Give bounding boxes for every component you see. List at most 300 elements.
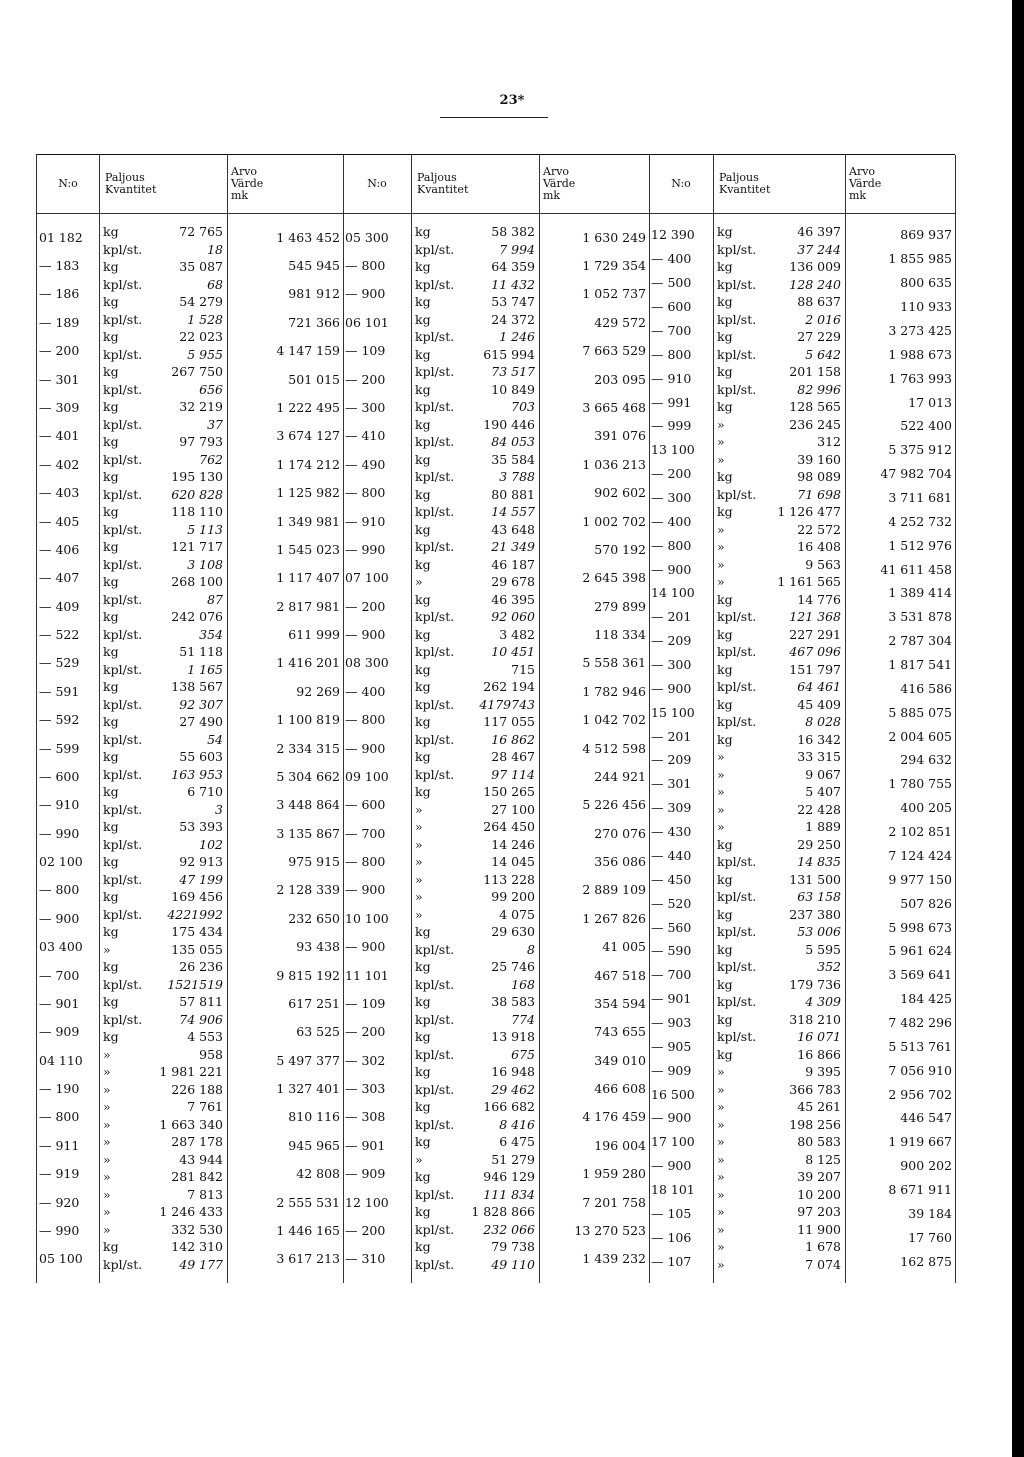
- quantity-number: 5 113: [187, 521, 223, 537]
- quantity-cell: [103, 539, 223, 554]
- quantity-number: 13 918: [491, 1029, 535, 1045]
- quantity-cell: [717, 959, 841, 974]
- item-number-cell: — 560: [651, 919, 692, 935]
- item-number-cell: — 901: [651, 991, 692, 1007]
- quantity-cell: [717, 942, 841, 957]
- quantity-number: 5 595: [805, 941, 841, 957]
- quantity-number: 1 246: [499, 329, 535, 345]
- quantity-cell: [717, 382, 841, 397]
- item-number-cell: — 990: [39, 825, 80, 841]
- quantity-unit: »: [415, 906, 423, 922]
- quantity-unit: »: [717, 1169, 725, 1185]
- quantity-cell: [415, 889, 535, 904]
- quantity-unit: kpl/st.: [415, 504, 455, 520]
- quantity-number: 11 432: [491, 276, 535, 292]
- header-quantity-fi: Paljous: [105, 171, 145, 184]
- value-cell: 162 875: [900, 1253, 952, 1269]
- item-number-cell: — 900: [651, 1110, 692, 1126]
- value-cell: 39 184: [908, 1205, 952, 1221]
- value-cell: 5 885 075: [888, 704, 952, 720]
- quantity-number: 4 553: [187, 1029, 223, 1045]
- header-no-2: [343, 155, 411, 213]
- quantity-number: 4 309: [805, 994, 841, 1010]
- value-cell: 279 899: [594, 598, 646, 614]
- quantity-number: 45 409: [797, 696, 841, 712]
- value-cell: 570 192: [594, 541, 646, 557]
- quantity-number: 51 118: [179, 644, 223, 660]
- value-cell: 3 531 878: [888, 609, 952, 625]
- item-number-cell: — 209: [651, 633, 692, 649]
- quantity-unit: kg: [103, 329, 119, 345]
- item-number-cell: — 700: [345, 825, 386, 841]
- quantity-number: 8 125: [805, 1151, 841, 1167]
- quantity-cell: [103, 784, 223, 799]
- quantity-cell: [415, 592, 535, 607]
- page-number: 23*: [499, 93, 525, 108]
- quantity-unit: kg: [103, 539, 119, 555]
- value-cell: 3 135 867: [276, 825, 340, 841]
- quantity-cell: [717, 872, 841, 887]
- quantity-number: 58 382: [491, 224, 535, 240]
- quantity-unit: kpl/st.: [717, 346, 757, 362]
- quantity-unit: kg: [415, 294, 431, 310]
- statistics-table: [36, 154, 955, 1283]
- header-value-sv: Värde: [849, 177, 882, 190]
- value-cell: 92 269: [296, 683, 340, 699]
- value-cell: 41 005: [602, 939, 646, 955]
- col2-quantity-column: [411, 223, 539, 1283]
- value-cell: 63 525: [296, 1024, 340, 1040]
- quantity-cell: [103, 662, 223, 677]
- quantity-cell: [717, 994, 841, 1009]
- quantity-cell: [415, 872, 535, 887]
- quantity-unit: »: [103, 1064, 111, 1080]
- quantity-unit: kpl/st.: [717, 644, 757, 660]
- quantity-number: 366 783: [789, 1081, 841, 1097]
- value-cell: 545 945: [288, 258, 340, 274]
- header-quantity-1: [99, 155, 233, 213]
- value-cell: 17 013: [908, 394, 952, 410]
- item-number-cell: — 302: [345, 1052, 386, 1068]
- item-number-cell: — 900: [651, 561, 692, 577]
- quantity-cell: [717, 312, 841, 327]
- quantity-number: 72 765: [179, 224, 223, 240]
- quantity-cell: [103, 959, 223, 974]
- quantity-cell: [415, 1239, 535, 1254]
- quantity-cell: [103, 364, 223, 379]
- quantity-cell: [717, 1117, 841, 1132]
- quantity-unit: kg: [103, 259, 119, 275]
- quantity-unit: kpl/st.: [717, 609, 757, 625]
- quantity-number: 268 100: [171, 574, 223, 590]
- quantity-unit: kg: [717, 626, 733, 642]
- quantity-unit: kpl/st.: [103, 801, 143, 817]
- quantity-number: 1 126 477: [777, 504, 841, 520]
- quantity-unit: »: [103, 1169, 111, 1185]
- item-number-cell: — 800: [39, 882, 80, 898]
- item-number-cell: 16 500: [651, 1086, 695, 1102]
- quantity-number: 11 900: [797, 1221, 841, 1237]
- quantity-cell: [103, 1117, 223, 1132]
- quantity-cell: [103, 942, 223, 957]
- quantity-number: 10 849: [491, 381, 535, 397]
- quantity-cell: [415, 732, 535, 747]
- value-cell: 1 763 993: [888, 370, 952, 386]
- value-cell: 1 100 819: [276, 712, 340, 728]
- quantity-unit: kg: [103, 819, 119, 835]
- quantity-unit: kg: [415, 959, 431, 975]
- item-number-cell: — 402: [39, 456, 80, 472]
- quantity-number: 16 862: [491, 731, 535, 747]
- quantity-unit: kg: [103, 924, 119, 940]
- quantity-cell: [717, 819, 841, 834]
- quantity-cell: [103, 242, 223, 257]
- value-cell: 391 076: [594, 428, 646, 444]
- quantity-number: 762: [199, 451, 223, 467]
- quantity-cell: [103, 557, 223, 572]
- item-number-cell: — 410: [345, 428, 386, 444]
- quantity-unit: »: [717, 539, 725, 555]
- quantity-cell: [103, 837, 223, 852]
- value-cell: 1 463 452: [276, 229, 340, 245]
- quantity-unit: kg: [717, 294, 733, 310]
- quantity-unit: kg: [415, 346, 431, 362]
- quantity-number: 958: [199, 1046, 223, 1062]
- quantity-unit: kg: [415, 416, 431, 432]
- quantity-number: 97 203: [797, 1204, 841, 1220]
- quantity-number: 121 368: [789, 609, 841, 625]
- item-number-cell: — 200: [651, 466, 692, 482]
- quantity-cell: [103, 1152, 223, 1167]
- quantity-unit: kg: [103, 574, 119, 590]
- quantity-unit: kpl/st.: [717, 679, 757, 695]
- quantity-number: 8: [527, 941, 535, 957]
- quantity-unit: kpl/st.: [103, 626, 143, 642]
- quantity-cell: [103, 504, 223, 519]
- quantity-number: 46 397: [797, 224, 841, 240]
- value-cell: 41 611 458: [880, 561, 952, 577]
- quantity-unit: kg: [415, 311, 431, 327]
- value-cell: 1 919 667: [888, 1134, 952, 1150]
- quantity-cell: [717, 837, 841, 852]
- quantity-number: 64 359: [491, 259, 535, 275]
- value-cell: 196 004: [594, 1137, 646, 1153]
- quantity-number: 32 219: [179, 399, 223, 415]
- item-number-cell: — 600: [39, 768, 80, 784]
- item-number-cell: — 990: [345, 541, 386, 557]
- quantity-number: 21 349: [491, 539, 535, 555]
- value-cell: 617 251: [288, 995, 340, 1011]
- quantity-unit: kpl/st.: [415, 644, 455, 660]
- quantity-number: 138 567: [171, 679, 223, 695]
- quantity-number: 84 053: [491, 434, 535, 450]
- item-number-cell: — 520: [651, 895, 692, 911]
- quantity-cell: [717, 452, 841, 467]
- item-number-cell: — 303: [345, 1081, 386, 1096]
- quantity-unit: kg: [103, 644, 119, 660]
- quantity-number: 151 797: [789, 661, 841, 677]
- quantity-unit: kg: [717, 224, 733, 240]
- quantity-number: 774: [511, 1011, 535, 1027]
- quantity-number: 22 023: [179, 329, 223, 345]
- quantity-number: 14 776: [797, 591, 841, 607]
- quantity-number: 29 250: [797, 836, 841, 852]
- value-cell: 5 304 662: [276, 768, 340, 784]
- quantity-cell: [415, 574, 535, 589]
- quantity-cell: [103, 889, 223, 904]
- quantity-number: 227 291: [789, 626, 841, 642]
- quantity-number: 14 557: [491, 504, 535, 520]
- value-cell: 9 815 192: [276, 967, 340, 983]
- quantity-number: 51 279: [491, 1151, 535, 1167]
- item-number-cell: — 800: [345, 712, 386, 728]
- quantity-number: 1 678: [805, 1239, 841, 1255]
- value-cell: 184 425: [900, 991, 952, 1007]
- value-cell: 810 116: [288, 1109, 340, 1125]
- quantity-cell: [717, 1099, 841, 1114]
- quantity-unit: kpl/st.: [103, 836, 143, 852]
- quantity-unit: »: [103, 1186, 111, 1202]
- quantity-number: 163 953: [171, 766, 223, 782]
- quantity-number: 703: [511, 399, 535, 415]
- quantity-unit: »: [717, 556, 725, 572]
- value-cell: 1 042 702: [582, 712, 646, 728]
- value-cell: 507 826: [900, 895, 952, 911]
- quantity-unit: »: [103, 1221, 111, 1237]
- quantity-cell: [103, 259, 223, 274]
- item-number-cell: — 403: [39, 485, 80, 501]
- quantity-number: 28 467: [491, 749, 535, 765]
- item-number-cell: — 183: [39, 258, 80, 274]
- item-number-cell: — 591: [39, 683, 80, 699]
- quantity-cell: [717, 242, 841, 257]
- value-cell: 47 982 704: [880, 466, 952, 482]
- quantity-cell: [717, 469, 841, 484]
- quantity-unit: »: [415, 854, 423, 870]
- quantity-cell: [415, 977, 535, 992]
- quantity-cell: [717, 644, 841, 659]
- value-cell: 3 448 864: [276, 797, 340, 813]
- quantity-unit: kpl/st.: [415, 241, 455, 257]
- header-quantity-fi: Paljous: [719, 171, 759, 184]
- item-number-cell: 10 100: [345, 910, 389, 926]
- quantity-unit: kg: [717, 731, 733, 747]
- value-cell: 5 513 761: [888, 1038, 952, 1054]
- quantity-cell: [415, 242, 535, 257]
- quantity-number: 6 710: [187, 784, 223, 800]
- quantity-cell: [717, 907, 841, 922]
- item-number-cell: — 800: [651, 346, 692, 362]
- quantity-cell: [717, 1152, 841, 1167]
- item-number-cell: — 105: [651, 1205, 692, 1221]
- quantity-number: 3 788: [499, 469, 535, 485]
- quantity-number: 237 380: [789, 906, 841, 922]
- quantity-cell: [103, 1169, 223, 1184]
- quantity-number: 64 461: [797, 679, 841, 695]
- quantity-cell: [415, 697, 535, 712]
- quantity-unit: kpl/st.: [415, 364, 455, 380]
- quantity-number: 71 698: [797, 486, 841, 502]
- quantity-cell: [103, 767, 223, 782]
- quantity-unit: kg: [717, 399, 733, 415]
- value-cell: 42 808: [296, 1166, 340, 1182]
- quantity-number: 675: [511, 1046, 535, 1062]
- quantity-unit: kpl/st.: [103, 556, 143, 572]
- quantity-unit: »: [717, 1186, 725, 1202]
- quantity-unit: kg: [103, 364, 119, 380]
- quantity-number: 267 750: [171, 364, 223, 380]
- item-number-cell: — 201: [651, 728, 692, 744]
- quantity-unit: kpl/st.: [415, 696, 455, 712]
- value-cell: 7 663 529: [582, 343, 646, 359]
- quantity-unit: kg: [717, 836, 733, 852]
- quantity-unit: »: [717, 1134, 725, 1150]
- quantity-cell: [717, 294, 841, 309]
- item-number-cell: — 990: [39, 1222, 80, 1238]
- header-quantity-fi: Paljous: [417, 171, 457, 184]
- quantity-number: 128 565: [789, 399, 841, 415]
- quantity-unit: kg: [415, 626, 431, 642]
- col2-value-column: [539, 223, 649, 1283]
- quantity-unit: »: [717, 1256, 725, 1272]
- quantity-number: 262 194: [483, 679, 535, 695]
- quantity-number: 16 342: [797, 731, 841, 747]
- value-cell: 975 915: [288, 854, 340, 869]
- value-cell: 354 594: [594, 995, 646, 1011]
- item-number-cell: — 600: [651, 299, 692, 314]
- quantity-cell: [717, 679, 841, 694]
- item-number-cell: — 991: [651, 394, 692, 410]
- value-cell: 3 617 213: [276, 1251, 340, 1267]
- quantity-number: 131 500: [789, 871, 841, 887]
- item-number-cell: — 900: [345, 627, 386, 642]
- value-cell: 1 630 249: [582, 229, 646, 245]
- quantity-number: 45 261: [797, 1099, 841, 1115]
- col1-no-column: [37, 223, 99, 1283]
- quantity-cell: [415, 434, 535, 449]
- value-cell: 4 176 459: [582, 1109, 646, 1125]
- quantity-number: 39 160: [797, 451, 841, 467]
- quantity-unit: »: [717, 1081, 725, 1097]
- quantity-cell: [415, 907, 535, 922]
- quantity-cell: [103, 679, 223, 694]
- value-cell: 721 366: [288, 314, 340, 330]
- quantity-number: 46 187: [491, 556, 535, 572]
- value-cell: 467 518: [594, 967, 646, 983]
- quantity-number: 1 165: [187, 661, 223, 677]
- quantity-unit: kpl/st.: [415, 329, 455, 345]
- item-number-cell: — 406: [39, 541, 80, 557]
- quantity-unit: kpl/st.: [103, 661, 143, 677]
- page-number-rule: [440, 117, 548, 118]
- value-cell: 1 855 985: [888, 251, 952, 267]
- item-number-cell: — 900: [345, 882, 386, 898]
- quantity-cell: [415, 1222, 535, 1237]
- quantity-cell: [103, 854, 223, 869]
- quantity-unit: kpl/st.: [103, 591, 143, 607]
- item-number-cell: 07 100: [345, 570, 389, 586]
- value-cell: 1 988 673: [888, 346, 952, 362]
- quantity-cell: [717, 364, 841, 379]
- quantity-unit: kpl/st.: [415, 976, 455, 992]
- quantity-unit: kpl/st.: [415, 1011, 455, 1027]
- quantity-number: 3: [215, 801, 223, 817]
- value-cell: 17 760: [908, 1229, 952, 1245]
- item-number-cell: — 900: [345, 740, 386, 756]
- quantity-cell: [717, 1047, 841, 1062]
- quantity-number: 5 955: [187, 346, 223, 362]
- quantity-unit: kpl/st.: [717, 714, 757, 730]
- quantity-unit: kpl/st.: [415, 1221, 455, 1237]
- quantity-unit: kg: [103, 679, 119, 695]
- quantity-unit: »: [717, 574, 725, 590]
- quantity-number: 2 016: [805, 311, 841, 327]
- quantity-cell: [103, 294, 223, 309]
- quantity-cell: [717, 1134, 841, 1149]
- quantity-unit: kpl/st.: [717, 311, 757, 327]
- quantity-cell: [415, 487, 535, 502]
- quantity-unit: kpl/st.: [717, 959, 757, 975]
- item-number-cell: — 400: [345, 683, 386, 699]
- quantity-number: 27 490: [179, 714, 223, 730]
- quantity-unit: kg: [415, 1204, 431, 1220]
- quantity-cell: [717, 714, 841, 729]
- value-cell: 7 482 296: [888, 1014, 952, 1030]
- item-number-cell: — 590: [651, 943, 692, 959]
- item-number-cell: — 300: [651, 489, 692, 505]
- quantity-cell: [103, 924, 223, 939]
- quantity-cell: [415, 504, 535, 519]
- value-cell: 1 349 981: [276, 513, 340, 529]
- quantity-unit: kpl/st.: [103, 521, 143, 537]
- value-cell: 1 817 541: [888, 657, 952, 672]
- value-cell: 1 174 212: [276, 456, 340, 472]
- quantity-cell: [103, 452, 223, 467]
- quantity-number: 54 279: [179, 294, 223, 310]
- quantity-unit: kg: [415, 1029, 431, 1045]
- header-no-1: [37, 155, 99, 213]
- value-cell: 1 446 165: [276, 1222, 340, 1238]
- quantity-cell: [415, 312, 535, 327]
- header-value-unit: mk: [231, 189, 249, 202]
- quantity-cell: [415, 539, 535, 554]
- quantity-number: 53 393: [179, 819, 223, 835]
- value-cell: 1 780 755: [888, 776, 952, 792]
- quantity-number: 54: [207, 731, 223, 747]
- header-quantity-3: [713, 155, 851, 213]
- item-number-cell: — 909: [39, 1024, 80, 1040]
- quantity-cell: [717, 417, 841, 432]
- quantity-cell: [415, 364, 535, 379]
- quantity-unit: kg: [415, 1169, 431, 1185]
- quantity-number: 43 648: [491, 521, 535, 537]
- quantity-number: 49 177: [179, 1256, 223, 1272]
- quantity-cell: [103, 1222, 223, 1237]
- quantity-cell: [717, 487, 841, 502]
- value-cell: 349 010: [594, 1052, 646, 1068]
- quantity-unit: kpl/st.: [415, 1081, 455, 1097]
- quantity-cell: [415, 259, 535, 274]
- col3-value-column: [845, 223, 955, 1283]
- quantity-unit: kpl/st.: [717, 889, 757, 905]
- item-number-cell: — 700: [651, 967, 692, 983]
- item-number-cell: — 209: [651, 752, 692, 768]
- value-cell: 1 327 401: [276, 1081, 340, 1096]
- quantity-cell: [103, 1239, 223, 1254]
- col2-no-column: [343, 223, 411, 1283]
- quantity-unit: kpl/st.: [103, 731, 143, 747]
- quantity-unit: »: [717, 766, 725, 782]
